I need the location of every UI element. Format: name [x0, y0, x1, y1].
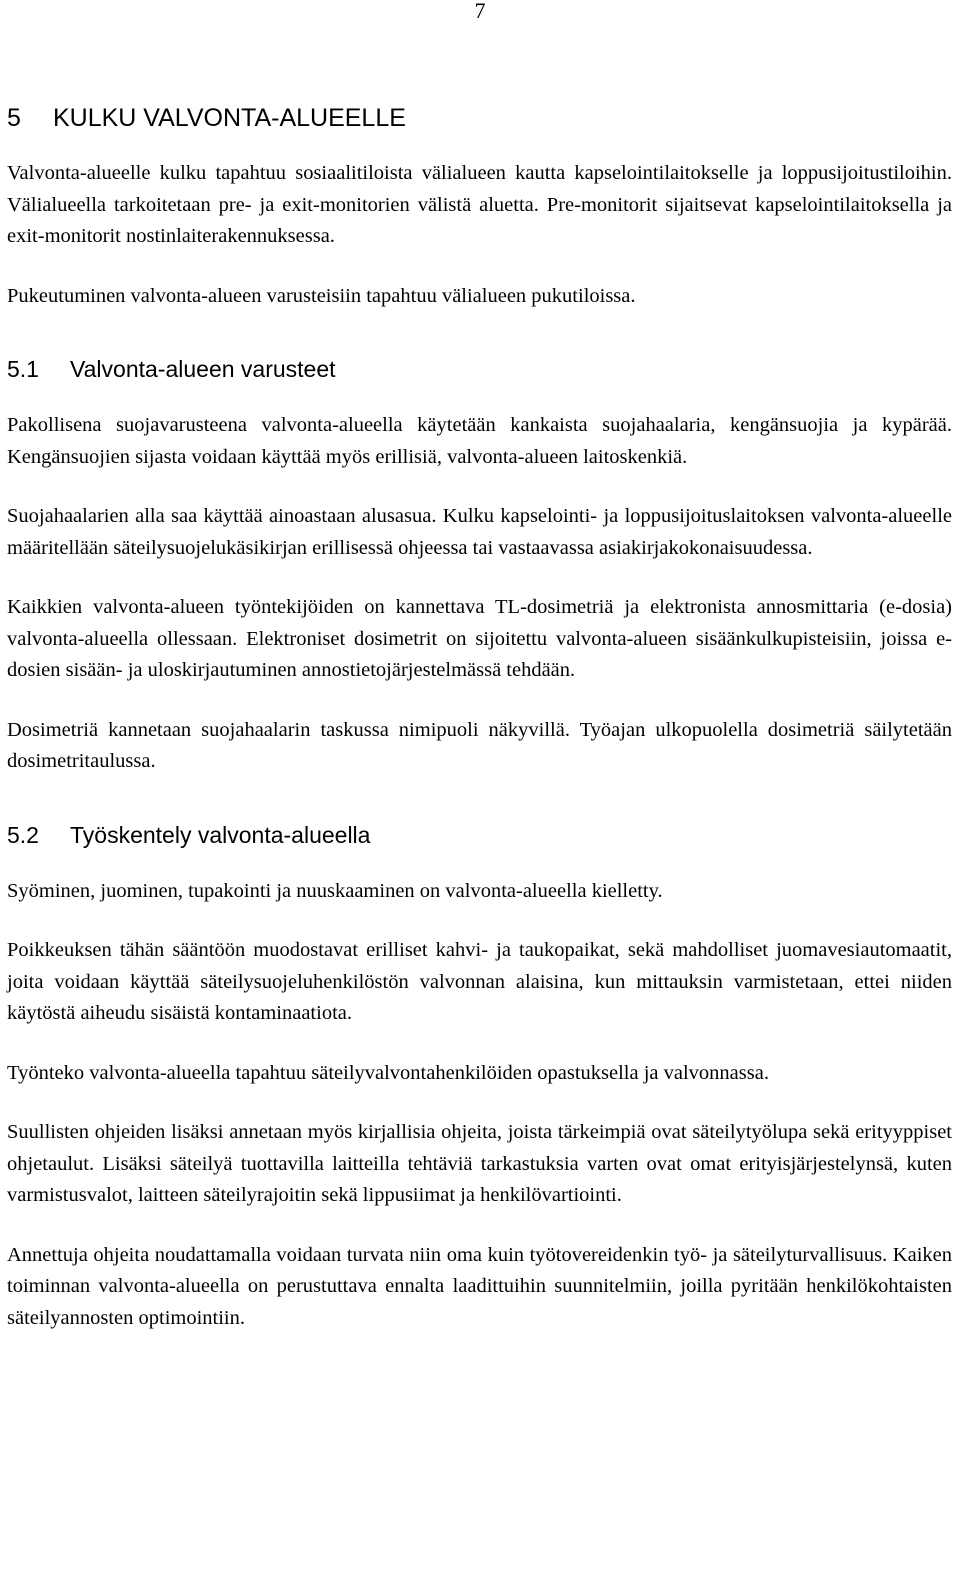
paragraph: Työnteko valvonta-alueella tapahtuu säteilyvalvontahenkilöiden opastuksella ja valvonnassa.	[7, 1061, 769, 1084]
paragraph: Syöminen, juominen, tupakointi ja nuuskaaminen on valvonta-alueella kielletty.	[7, 879, 663, 902]
section-heading-5-1	[7, 352, 952, 386]
document-body	[7, 100, 952, 1362]
paragraph: Pakollisena suojavarusteena valvonta-alueella käytetään kankaista suojahaalaria, kengänsuojia ja kypärää. Kengänsuojien sijasta voidaan käyttää myös erillisiä, valvonta-alueen laitoskenkiä.	[7, 414, 952, 468]
paragraph: Kaikkien valvonta-alueen työntekijöiden on kannettava TL-dosimetriä ja elektronista annosmittaria (e-dosia) valvonta-alueella ollessaan. Elektroniset dosimetrit on sijoitettu valvonta-alueen sisäänkulkupisteisiin, joissa e-dosien sisään- ja uloskirjautuminen annostietojärjestelmässä tehdään.	[7, 596, 952, 681]
section-heading-5	[7, 100, 952, 136]
paragraph: Valvonta-alueelle kulku tapahtuu sosiaalitiloista välialueen kautta kapselointilaitokselle ja loppusijoitustiloihin. Välialueella tarkoitetaan pre- ja exit-monitorien välistä aluetta. Pre-monitorit sijaitsevat kapselointilaitoksella ja exit-monitorit nostinlaiterakennuksessa.	[7, 162, 952, 247]
paragraph: Poikkeuksen tähän sääntöön muodostavat erilliset kahvi- ja taukopaikat, sekä mahdolliset juomavesiautomaatit, joita voidaan käyttää säteilysuojeluhenkilöstön valvonnan alaisina, kun mittauksin varmistetaan, ettei niiden käytöstä aiheudu sisäistä kontaminaatiota.	[7, 939, 952, 1024]
section-number: 5.1	[7, 356, 39, 382]
paragraph: Dosimetriä kannetaan suojahaalarin taskussa nimipuoli näkyvillä. Työajan ulkopuolella dosimetriä säilytetään dosimetritaulussa.	[7, 718, 952, 772]
page-number: 7	[474, 0, 486, 23]
section-number: 5	[7, 104, 21, 132]
paragraph: Suullisten ohjeiden lisäksi annetaan myös kirjallisia ohjeita, joista tärkeimpiä ovat säteilytyölupa sekä erityyppiset ohjetaulut. Lisäksi säteilyä tuottavilla laitteilla tehtäviä tarkastuksia varten ovat omat erityisjärjestelynsä, kuten varmistusvalot, laitteen säteilyrajoitin sekä lippusiimat ja henkilövartiointi.	[7, 1121, 952, 1206]
section-heading-5-2	[7, 818, 952, 852]
section-title: Valvonta-alueen varusteet	[70, 356, 336, 382]
section-number: 5.2	[7, 821, 39, 848]
paragraph: Pukeutuminen valvonta-alueen varusteisiin tapahtuu välialueen pukutiloissa.	[7, 284, 636, 307]
section-title: Työskentely valvonta-alueella	[70, 821, 371, 848]
section-title: KULKU VALVONTA-ALUEELLE	[53, 104, 406, 132]
paragraph: Annettuja ohjeita noudattamalla voidaan turvata niin oma kuin työtovereidenkin työ- ja säteilyturvallisuus. Kaiken toiminnan valvonta-alueella on perustuttava ennalta laadittuihin suunnitelmiin, joilla pyritään henkilökohtaisten säteilyannosten optimointiin.	[7, 1243, 952, 1329]
paragraph: Suojahaalarien alla saa käyttää ainoastaan alusasua. Kulku kapselointi- ja loppusijoituslaitoksen valvonta-alueelle määritellään säteilysuojelukäsikirjan erillisessä ohjeessa tai vastaavassa asiakirjakokonaisuudessa.	[7, 505, 952, 559]
